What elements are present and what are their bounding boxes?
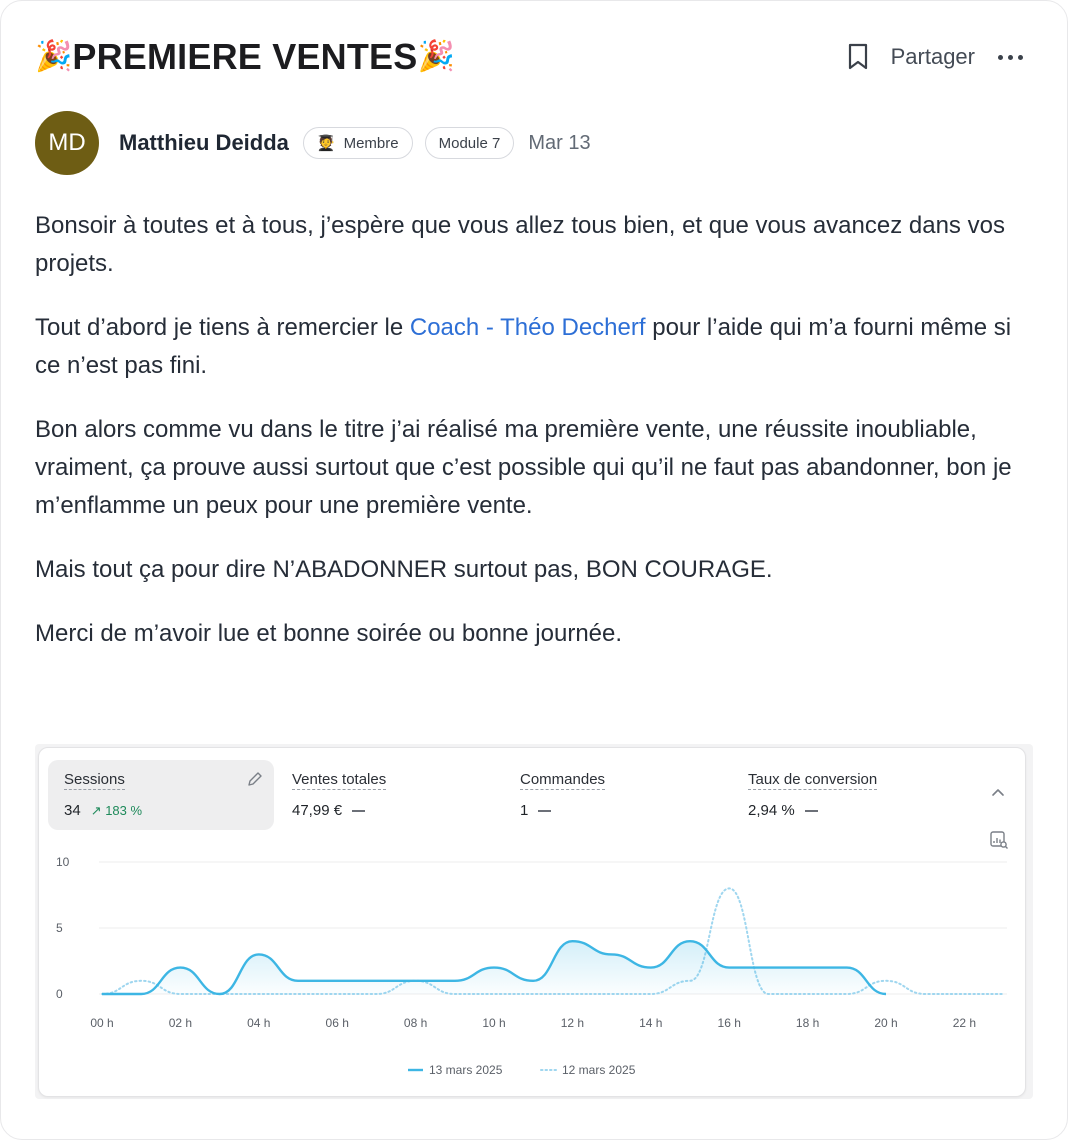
bookmark-icon[interactable]: [843, 42, 873, 72]
paragraph: Bon alors comme vu dans le titre j’ai réalisé ma première vente, une réussite inoubliable, vraiment, ça prouve aussi surtout que c’est possible qui qu’il ne faut pas abandonner, bon je m’enflamme un peux pour une première vente.: [35, 416, 1012, 519]
header-actions: [843, 42, 1027, 72]
user-mention-link[interactable]: Coach - Théo Decherf: [409, 314, 646, 341]
sessions-line-chart: [39, 748, 1027, 1098]
share-button[interactable]: Partager: [890, 44, 975, 69]
paragraph-text: Tout d’abord je tiens à remercier le: [35, 314, 410, 341]
role-badge: [303, 127, 413, 159]
metric-value: 47,99 €: [292, 802, 343, 819]
x-tick-label: 08 h: [403, 1016, 428, 1030]
x-tick-label: 18 h: [795, 1016, 820, 1030]
module-badge-label: Module 7: [438, 134, 501, 152]
post-title-wrap: [35, 36, 455, 78]
legend-label: 13 mars 2025: [429, 1063, 503, 1077]
metric-label: Sessions: [64, 771, 125, 788]
post-title: PREMIERE VENTES: [72, 36, 418, 77]
x-tick-label: 10 h: [482, 1016, 506, 1030]
y-tick-label: 0: [56, 987, 63, 1001]
post-body: [35, 207, 1035, 679]
x-tick-label: 04 h: [247, 1016, 271, 1030]
metric-value: 34: [64, 802, 81, 819]
party-popper-icon: 🎉: [35, 39, 73, 74]
x-tick-label: 16 h: [717, 1016, 741, 1030]
post-header: [35, 31, 1027, 83]
x-tick-label: 00 h: [90, 1016, 114, 1030]
avatar[interactable]: MD: [35, 111, 99, 175]
analytics-panel: [38, 747, 1026, 1097]
x-tick-label: 12 h: [560, 1016, 585, 1030]
graduate-icon: 🧑‍🎓: [316, 134, 336, 152]
more-options-icon[interactable]: [993, 55, 1027, 60]
x-tick-label: 20 h: [874, 1016, 898, 1030]
analytics-image[interactable]: [35, 744, 1033, 1099]
metric-trend: ↗ 183 %: [90, 802, 143, 818]
paragraph-text: pour l’aide qui m’a fourni même si ce n’est pas fini.: [35, 314, 1012, 379]
x-tick-label: 06 h: [325, 1016, 349, 1030]
paragraph: Merci de m’avoir lue et bonne soirée ou bonne journée.: [35, 620, 623, 647]
metric-value: 2,94 %: [748, 802, 795, 819]
role-badge-label: Membre: [343, 134, 399, 152]
y-tick-label: 10: [56, 855, 70, 869]
paragraph: Mais tout ça pour dire N’ABADONNER surtout pas, BON COURAGE.: [35, 556, 773, 583]
legend-label: 12 mars 2025: [562, 1063, 636, 1077]
y-tick-label: 5: [56, 921, 63, 935]
metric-label: Ventes totales: [292, 771, 387, 788]
x-tick-label: 22 h: [952, 1016, 977, 1030]
post-date: Mar 13: [528, 131, 591, 154]
paragraph: Bonsoir à toutes et à tous, j’espère que vous allez tous bien, et que vous avancez dans vos projets.: [35, 212, 1005, 277]
author-name[interactable]: Matthieu Deidda: [119, 130, 289, 155]
metric-label: Commandes: [520, 771, 606, 788]
party-popper-icon: 🎉: [417, 39, 455, 74]
x-tick-label: 14 h: [639, 1016, 663, 1030]
metric-value: 1: [520, 802, 529, 819]
x-tick-label: 02 h: [168, 1016, 193, 1030]
paragraph: [35, 309, 1035, 385]
metric-label: Taux de conversion: [748, 771, 878, 788]
module-badge[interactable]: [425, 127, 515, 159]
author-row: [35, 111, 591, 175]
